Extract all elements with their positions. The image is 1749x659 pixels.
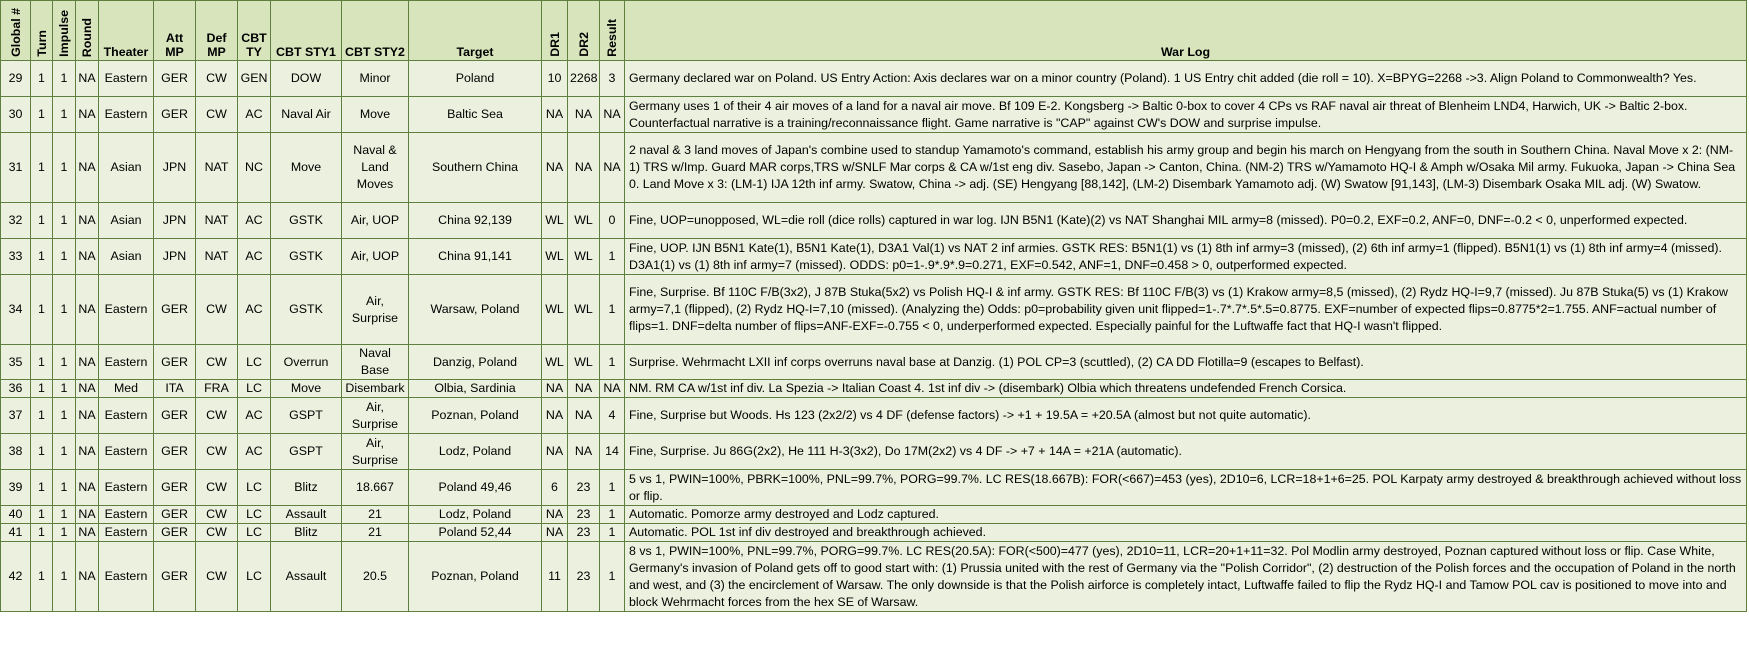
table-row xyxy=(1,275,1747,345)
cell-cbt-sty2[interactable]: 20.5 xyxy=(342,542,409,612)
col-header-dr1[interactable]: DR1 xyxy=(542,1,568,61)
col-header-theater[interactable]: Theater xyxy=(99,1,154,61)
cell-global[interactable]: 31 xyxy=(1,133,31,203)
table-row xyxy=(1,380,1747,398)
cell-cbt-ty[interactable]: AC xyxy=(238,275,271,345)
cell-result[interactable]: 4 xyxy=(600,398,625,434)
cell-cbt-sty1[interactable]: GSTK xyxy=(271,275,342,345)
header-row xyxy=(1,1,1747,61)
cell-def-mp[interactable]: CW xyxy=(196,398,238,434)
cell-global[interactable]: 42 xyxy=(1,542,31,612)
col-header-turn[interactable]: Turn xyxy=(31,1,53,61)
cell-def-mp[interactable]: CW xyxy=(196,434,238,470)
cell-target[interactable]: Olbia, Sardinia xyxy=(409,380,542,398)
cell-impulse[interactable]: 1 xyxy=(53,380,76,398)
table-row xyxy=(1,61,1747,97)
cell-dr1[interactable]: NA xyxy=(542,380,568,398)
table-row xyxy=(1,97,1747,133)
cell-global[interactable]: 30 xyxy=(1,97,31,133)
cell-target[interactable]: Lodz, Poland xyxy=(409,434,542,470)
cell-turn[interactable]: 1 xyxy=(31,61,53,97)
cell-def-mp[interactable]: CW xyxy=(196,61,238,97)
cell-target[interactable]: Poznan, Poland xyxy=(409,398,542,434)
cell-round[interactable]: NA xyxy=(76,380,99,398)
cell-cbt-ty[interactable]: LC xyxy=(238,506,271,524)
col-header-global[interactable]: Global # xyxy=(1,1,31,61)
cell-dr1[interactable]: 6 xyxy=(542,470,568,506)
cell-dr1[interactable]: NA xyxy=(542,506,568,524)
cell-cbt-ty[interactable]: AC xyxy=(238,203,271,239)
cell-dr2[interactable]: NA xyxy=(568,380,600,398)
cell-theater[interactable]: Eastern xyxy=(99,542,154,612)
cell-cbt-ty[interactable]: AC xyxy=(238,239,271,275)
col-header-cbt-ty[interactable]: CBT TY xyxy=(238,1,271,61)
cell-target[interactable]: Warsaw, Poland xyxy=(409,275,542,345)
cell-cbt-sty2[interactable]: Minor xyxy=(342,61,409,97)
cell-war-log[interactable]: Fine, Surprise. Ju 86G(2x2), He 111 H-3(3x2), Do 17M(2x2) vs 4 DF -> +7 + 14A = +21A (automatic). xyxy=(625,434,1747,470)
cell-att-mp[interactable]: GER xyxy=(154,542,196,612)
cell-cbt-sty1[interactable]: Move xyxy=(271,380,342,398)
cell-impulse[interactable]: 1 xyxy=(53,506,76,524)
cell-cbt-sty1[interactable]: Blitz xyxy=(271,470,342,506)
cell-cbt-sty1[interactable]: GSTK xyxy=(271,239,342,275)
cell-target[interactable]: Poland 49,46 xyxy=(409,470,542,506)
cell-cbt-sty1[interactable]: Blitz xyxy=(271,524,342,542)
cell-dr2[interactable]: 23 xyxy=(568,506,600,524)
cell-att-mp[interactable]: GER xyxy=(154,434,196,470)
cell-dr2[interactable]: NA xyxy=(568,398,600,434)
cell-result[interactable]: 1 xyxy=(600,345,625,380)
cell-impulse[interactable]: 1 xyxy=(53,97,76,133)
cell-att-mp[interactable]: GER xyxy=(154,524,196,542)
cell-dr1[interactable]: WL xyxy=(542,239,568,275)
cell-war-log[interactable]: Surprise. Wehrmacht LXII inf corps overruns naval base at Danzig. (1) POL CP=3 (scuttled), (2) CA DD Flotilla=9 (escapes to Belfast). xyxy=(625,345,1747,380)
cell-global[interactable]: 37 xyxy=(1,398,31,434)
cell-dr1[interactable]: WL xyxy=(542,345,568,380)
cell-round[interactable]: NA xyxy=(76,542,99,612)
cell-att-mp[interactable]: JPN xyxy=(154,239,196,275)
cell-war-log[interactable]: Fine, UOP. IJN B5N1 Kate(1), B5N1 Kate(1), D3A1 Val(1) vs NAT 2 inf armies. GSTK RES: B5N1(1) vs (1) 8th inf army=3 (missed), (2) 6th inf army=1 (flipped). B5N1(1) vs (1) 8th inf army=4 (missed). D3A1(1) vs (1) 8th inf army=7 (missed). ODDS: p0=1-.9*.9*.9=0.271, EXF=0.542, ANF=1, DNF=0.458 > 0, outperformed expected. xyxy=(625,239,1747,275)
cell-impulse[interactable]: 1 xyxy=(53,203,76,239)
cell-turn[interactable]: 1 xyxy=(31,524,53,542)
cell-round[interactable]: NA xyxy=(76,398,99,434)
cell-round[interactable]: NA xyxy=(76,434,99,470)
col-header-impulse[interactable]: Impulse xyxy=(53,1,76,61)
cell-round[interactable]: NA xyxy=(76,133,99,203)
col-header-round[interactable]: Round xyxy=(76,1,99,61)
cell-turn[interactable]: 1 xyxy=(31,380,53,398)
cell-impulse[interactable]: 1 xyxy=(53,470,76,506)
cell-global[interactable]: 41 xyxy=(1,524,31,542)
cell-theater[interactable]: Eastern xyxy=(99,434,154,470)
cell-att-mp[interactable]: GER xyxy=(154,506,196,524)
cell-dr2[interactable]: WL xyxy=(568,275,600,345)
cell-war-log[interactable]: Germany uses 1 of their 4 air moves of a land for a naval air move. Bf 109 E-2. Kongsberg -> Baltic 0-box to cover 4 CPs vs RAF naval air threat of Blenheim LND4, Harwich, UK -> Baltic 2-box. Counterfactual narrative is a training/reconnaissance flight. Game narrative is "CAP" against CW's DOW and surprise impulse. xyxy=(625,97,1747,133)
cell-result[interactable]: NA xyxy=(600,133,625,203)
cell-def-mp[interactable]: CW xyxy=(196,542,238,612)
cell-turn[interactable]: 1 xyxy=(31,275,53,345)
cell-war-log[interactable]: Automatic. Pomorze army destroyed and Lodz captured. xyxy=(625,506,1747,524)
cell-def-mp[interactable]: CW xyxy=(196,345,238,380)
cell-theater[interactable]: Eastern xyxy=(99,506,154,524)
col-header-result[interactable]: Result xyxy=(600,1,625,61)
cell-dr1[interactable]: NA xyxy=(542,398,568,434)
cell-theater[interactable]: Eastern xyxy=(99,345,154,380)
cell-target[interactable]: Southern China xyxy=(409,133,542,203)
cell-target[interactable]: China 91,141 xyxy=(409,239,542,275)
cell-theater[interactable]: Med xyxy=(99,380,154,398)
cell-result[interactable]: 1 xyxy=(600,524,625,542)
cell-impulse[interactable]: 1 xyxy=(53,61,76,97)
cell-dr2[interactable]: NA xyxy=(568,97,600,133)
cell-cbt-sty2[interactable]: 18.667 xyxy=(342,470,409,506)
cell-round[interactable]: NA xyxy=(76,275,99,345)
cell-turn[interactable]: 1 xyxy=(31,203,53,239)
cell-cbt-ty[interactable]: LC xyxy=(238,380,271,398)
cell-war-log[interactable]: 8 vs 1, PWIN=100%, PNL=99.7%, PORG=99.7%. LC RES(20.5A): FOR(<500)=477 (yes), 2D10=11, LCR=20+1+11=32. Pol Modlin army destroyed, Poznan captured without loss or flip. Case White, Germany's invasion of Poland gets off to good start with: (1) Prussia united with the rest of Germany via the "Polish Corridor", (2) destruction of the Polish forces and the occupation of Poland in the north and west, and (3) the encirclement of Warsaw. The only downside is that the Polish airforce is completely intact, Luftwaffe failed to flip the Rydz HQ-I and Tamow POL cav is positioned to move into and block Wehrmacht forces from the hex SE of Warsaw. xyxy=(625,542,1747,612)
cell-cbt-sty2[interactable]: 21 xyxy=(342,506,409,524)
cell-war-log[interactable]: Fine, Surprise. Bf 110C F/B(3x2), J 87B Stuka(5x2) vs Polish HQ-I & inf army. GSTK RES: Bf 110C F/B(3) vs (1) Krakow army=8,5 (missed), (2) Rydz HQ-I=9,7 (missed). Ju 87B Stuka(5) vs (1) Krakow army=7,1 (flipped), (2) Rydz HQ-I=7,10 (missed). (Analyzing the) Odds: p0=probability given unit flipped=1-.7*.7*.5*.5=0.8775. EXF=number of expected flips=0.8775*2=1.755. ANF=actual number of flips=1. DNF=delta number of flips=ANF-EXF=-0.755 < 0, underperformed expected. Especially painful for the Luftwaffe fact that HQ-I wasn't flipped. xyxy=(625,275,1747,345)
col-header-att-mp[interactable]: Att MP xyxy=(154,1,196,61)
table-row xyxy=(1,398,1747,434)
cell-impulse[interactable]: 1 xyxy=(53,239,76,275)
cell-turn[interactable]: 1 xyxy=(31,542,53,612)
cell-result[interactable]: 1 xyxy=(600,275,625,345)
cell-turn[interactable]: 1 xyxy=(31,398,53,434)
cell-cbt-ty[interactable]: NC xyxy=(238,133,271,203)
col-header-def-mp[interactable]: Def MP xyxy=(196,1,238,61)
cell-cbt-sty1[interactable]: GSPT xyxy=(271,398,342,434)
cell-cbt-ty[interactable]: LC xyxy=(238,524,271,542)
cell-dr1[interactable]: 10 xyxy=(542,61,568,97)
cell-cbt-sty1[interactable]: Overrun xyxy=(271,345,342,380)
cell-war-log[interactable]: Automatic. POL 1st inf div destroyed and breakthrough achieved. xyxy=(625,524,1747,542)
cell-war-log[interactable]: Fine, UOP=unopposed, WL=die roll (dice rolls) captured in war log. IJN B5N1 (Kate)(2) vs NAT Shanghai MIL army=8 (missed). P0=0.2, EXF=0.2, ANF=0, DNF=-0.2 < 0, unperformed expected. xyxy=(625,203,1747,239)
cell-dr2[interactable]: WL xyxy=(568,239,600,275)
cell-round[interactable]: NA xyxy=(76,506,99,524)
table-row xyxy=(1,470,1747,506)
cell-war-log[interactable]: 5 vs 1, PWIN=100%, PBRK=100%, PNL=99.7%, PORG=99.7%. LC RES(18.667B): FOR(<667)=453 (yes), 2D10=6, LCR=18+1+6=25. POL Karpaty army destroyed & breakthrough achieved without loss or flip. xyxy=(625,470,1747,506)
table-row xyxy=(1,506,1747,524)
cell-cbt-sty1[interactable]: Assault xyxy=(271,542,342,612)
cell-global[interactable]: 29 xyxy=(1,61,31,97)
cell-war-log[interactable]: Fine, Surprise but Woods. Hs 123 (2x2/2) vs 4 DF (defense factors) -> +1 + 19.5A = +20.5A (almost but not quite automatic). xyxy=(625,398,1747,434)
cell-dr2[interactable]: WL xyxy=(568,345,600,380)
cell-att-mp[interactable]: GER xyxy=(154,470,196,506)
cell-cbt-sty2[interactable]: Air, Surprise xyxy=(342,275,409,345)
table-row xyxy=(1,133,1747,203)
cell-global[interactable]: 38 xyxy=(1,434,31,470)
cell-global[interactable]: 40 xyxy=(1,506,31,524)
col-header-war-log[interactable]: War Log xyxy=(625,1,1747,61)
cell-cbt-ty[interactable]: LC xyxy=(238,542,271,612)
cell-result[interactable]: NA xyxy=(600,97,625,133)
cell-def-mp[interactable]: NAT xyxy=(196,133,238,203)
col-header-cbt-sty2[interactable]: CBT STY2 xyxy=(342,1,409,61)
cell-round[interactable]: NA xyxy=(76,470,99,506)
cell-result[interactable]: 1 xyxy=(600,542,625,612)
cell-cbt-sty2[interactable]: Air, UOP xyxy=(342,203,409,239)
cell-dr2[interactable]: NA xyxy=(568,133,600,203)
cell-turn[interactable]: 1 xyxy=(31,434,53,470)
cell-dr2[interactable]: 2268 xyxy=(568,61,600,97)
cell-cbt-sty1[interactable]: Move xyxy=(271,133,342,203)
cell-cbt-ty[interactable]: AC xyxy=(238,434,271,470)
cell-result[interactable]: 1 xyxy=(600,239,625,275)
cell-target[interactable]: Poland 52,44 xyxy=(409,524,542,542)
cell-att-mp[interactable]: GER xyxy=(154,61,196,97)
cell-def-mp[interactable]: FRA xyxy=(196,380,238,398)
cell-war-log[interactable]: 2 naval & 3 land moves of Japan's combine used to standup Yamamoto's command, establish his army group and begin his march on Hengyang from the south in Southern China. Naval Move x 2: (NM-1) TRS w/Imp. Guard MAR corps,TRS w/SNLF Mar corps & CA w/1st eng div. Sasebo, Japan -> Canton, China. (NM-2) TRS w/Yamamoto HQ-I & Amph w/Osaka Mil army. Fukuoka, Japan -> China Sea 0. Land Move x 3: (LM-1) IJA 12th inf army. Swatow, China -> adj. (SE) Hengyang [88,142], (LM-2) Disembark Yamamoto adj. (W) Swatow [91,143], (LM-3) Disembark Osaka MIL adj. (W) Swatow. xyxy=(625,133,1747,203)
cell-att-mp[interactable]: JPN xyxy=(154,133,196,203)
table-row xyxy=(1,524,1747,542)
cell-theater[interactable]: Asian xyxy=(99,203,154,239)
cell-dr2[interactable]: 23 xyxy=(568,542,600,612)
cell-att-mp[interactable]: GER xyxy=(154,275,196,345)
cell-cbt-ty[interactable]: LC xyxy=(238,470,271,506)
cell-round[interactable]: NA xyxy=(76,239,99,275)
cell-turn[interactable]: 1 xyxy=(31,470,53,506)
cell-target[interactable]: Poland xyxy=(409,61,542,97)
cell-cbt-sty2[interactable]: 21 xyxy=(342,524,409,542)
cell-def-mp[interactable]: CW xyxy=(196,275,238,345)
cell-round[interactable]: NA xyxy=(76,524,99,542)
cell-round[interactable]: NA xyxy=(76,345,99,380)
cell-def-mp[interactable]: CW xyxy=(196,524,238,542)
cell-war-log[interactable]: Germany declared war on Poland. US Entry Action: Axis declares war on a minor country (Poland). 1 US Entry chit added (die roll = 10). X=BPYG=2268 ->3. Align Poland to Commonwealth? Yes. xyxy=(625,61,1747,97)
cell-cbt-sty1[interactable]: Assault xyxy=(271,506,342,524)
table-row xyxy=(1,239,1747,275)
cell-target[interactable]: Baltic Sea xyxy=(409,97,542,133)
cell-global[interactable]: 34 xyxy=(1,275,31,345)
cell-round[interactable]: NA xyxy=(76,203,99,239)
cell-impulse[interactable]: 1 xyxy=(53,398,76,434)
cell-dr2[interactable]: WL xyxy=(568,203,600,239)
cell-global[interactable]: 32 xyxy=(1,203,31,239)
cell-result[interactable]: 14 xyxy=(600,434,625,470)
cell-cbt-sty1[interactable]: Naval Air xyxy=(271,97,342,133)
table-row xyxy=(1,434,1747,470)
cell-theater[interactable]: Asian xyxy=(99,239,154,275)
cell-cbt-ty[interactable]: LC xyxy=(238,345,271,380)
cell-global[interactable]: 39 xyxy=(1,470,31,506)
cell-att-mp[interactable]: GER xyxy=(154,345,196,380)
cell-cbt-sty2[interactable]: Naval Base xyxy=(342,345,409,380)
cell-theater[interactable]: Eastern xyxy=(99,524,154,542)
cell-target[interactable]: Poznan, Poland xyxy=(409,542,542,612)
cell-cbt-sty2[interactable]: Air, Surprise xyxy=(342,434,409,470)
cell-result[interactable]: 1 xyxy=(600,470,625,506)
cell-att-mp[interactable]: GER xyxy=(154,398,196,434)
cell-dr1[interactable]: WL xyxy=(542,203,568,239)
cell-impulse[interactable]: 1 xyxy=(53,434,76,470)
cell-round[interactable]: NA xyxy=(76,97,99,133)
cell-result[interactable]: 0 xyxy=(600,203,625,239)
cell-dr2[interactable]: NA xyxy=(568,434,600,470)
cell-theater[interactable]: Eastern xyxy=(99,97,154,133)
col-header-dr2[interactable]: DR2 xyxy=(568,1,600,61)
cell-target[interactable]: Danzig, Poland xyxy=(409,345,542,380)
cell-round[interactable]: NA xyxy=(76,61,99,97)
cell-target[interactable]: China 92,139 xyxy=(409,203,542,239)
cell-theater[interactable]: Eastern xyxy=(99,470,154,506)
cell-impulse[interactable]: 1 xyxy=(53,133,76,203)
cell-dr1[interactable]: NA xyxy=(542,434,568,470)
cell-att-mp[interactable]: GER xyxy=(154,97,196,133)
cell-cbt-sty1[interactable]: GSTK xyxy=(271,203,342,239)
cell-turn[interactable]: 1 xyxy=(31,239,53,275)
cell-cbt-ty[interactable]: AC xyxy=(238,97,271,133)
cell-dr1[interactable]: NA xyxy=(542,524,568,542)
cell-impulse[interactable]: 1 xyxy=(53,345,76,380)
cell-cbt-sty1[interactable]: GSPT xyxy=(271,434,342,470)
cell-cbt-ty[interactable]: GEN xyxy=(238,61,271,97)
cell-war-log[interactable]: NM. RM CA w/1st inf div. La Spezia -> Italian Coast 4. 1st inf div -> (disembark) Olbia which threatens undefended French Corsica. xyxy=(625,380,1747,398)
table-row xyxy=(1,203,1747,239)
col-header-cbt-sty1[interactable]: CBT STY1 xyxy=(271,1,342,61)
table-row xyxy=(1,345,1747,380)
cell-def-mp[interactable]: CW xyxy=(196,470,238,506)
cell-theater[interactable]: Eastern xyxy=(99,275,154,345)
cell-result[interactable]: NA xyxy=(600,380,625,398)
cell-impulse[interactable]: 1 xyxy=(53,524,76,542)
cell-cbt-sty2[interactable]: Move xyxy=(342,97,409,133)
cell-dr1[interactable]: WL xyxy=(542,275,568,345)
cell-dr1[interactable]: NA xyxy=(542,97,568,133)
cell-def-mp[interactable]: CW xyxy=(196,97,238,133)
cell-cbt-sty2[interactable]: Disembark xyxy=(342,380,409,398)
cell-result[interactable]: 1 xyxy=(600,506,625,524)
cell-cbt-sty1[interactable]: DOW xyxy=(271,61,342,97)
cell-att-mp[interactable]: JPN xyxy=(154,203,196,239)
cell-turn[interactable]: 1 xyxy=(31,133,53,203)
cell-theater[interactable]: Eastern xyxy=(99,61,154,97)
cell-dr2[interactable]: 23 xyxy=(568,524,600,542)
cell-dr2[interactable]: 23 xyxy=(568,470,600,506)
cell-dr1[interactable]: 11 xyxy=(542,542,568,612)
cell-global[interactable]: 33 xyxy=(1,239,31,275)
cell-turn[interactable]: 1 xyxy=(31,506,53,524)
cell-def-mp[interactable]: CW xyxy=(196,506,238,524)
cell-def-mp[interactable]: NAT xyxy=(196,239,238,275)
table-row xyxy=(1,542,1747,612)
cell-theater[interactable]: Asian xyxy=(99,133,154,203)
cell-turn[interactable]: 1 xyxy=(31,345,53,380)
cell-cbt-sty2[interactable]: Air, Surprise xyxy=(342,398,409,434)
cell-result[interactable]: 3 xyxy=(600,61,625,97)
cell-target[interactable]: Lodz, Poland xyxy=(409,506,542,524)
cell-cbt-sty2[interactable]: Naval & Land Moves xyxy=(342,133,409,203)
cell-turn[interactable]: 1 xyxy=(31,97,53,133)
cell-cbt-sty2[interactable]: Air, UOP xyxy=(342,239,409,275)
cell-att-mp[interactable]: ITA xyxy=(154,380,196,398)
cell-global[interactable]: 35 xyxy=(1,345,31,380)
cell-theater[interactable]: Eastern xyxy=(99,398,154,434)
cell-cbt-ty[interactable]: AC xyxy=(238,398,271,434)
cell-def-mp[interactable]: NAT xyxy=(196,203,238,239)
cell-impulse[interactable]: 1 xyxy=(53,542,76,612)
cell-dr1[interactable]: NA xyxy=(542,133,568,203)
cell-impulse[interactable]: 1 xyxy=(53,275,76,345)
col-header-target[interactable]: Target xyxy=(409,1,542,61)
cell-global[interactable]: 36 xyxy=(1,380,31,398)
